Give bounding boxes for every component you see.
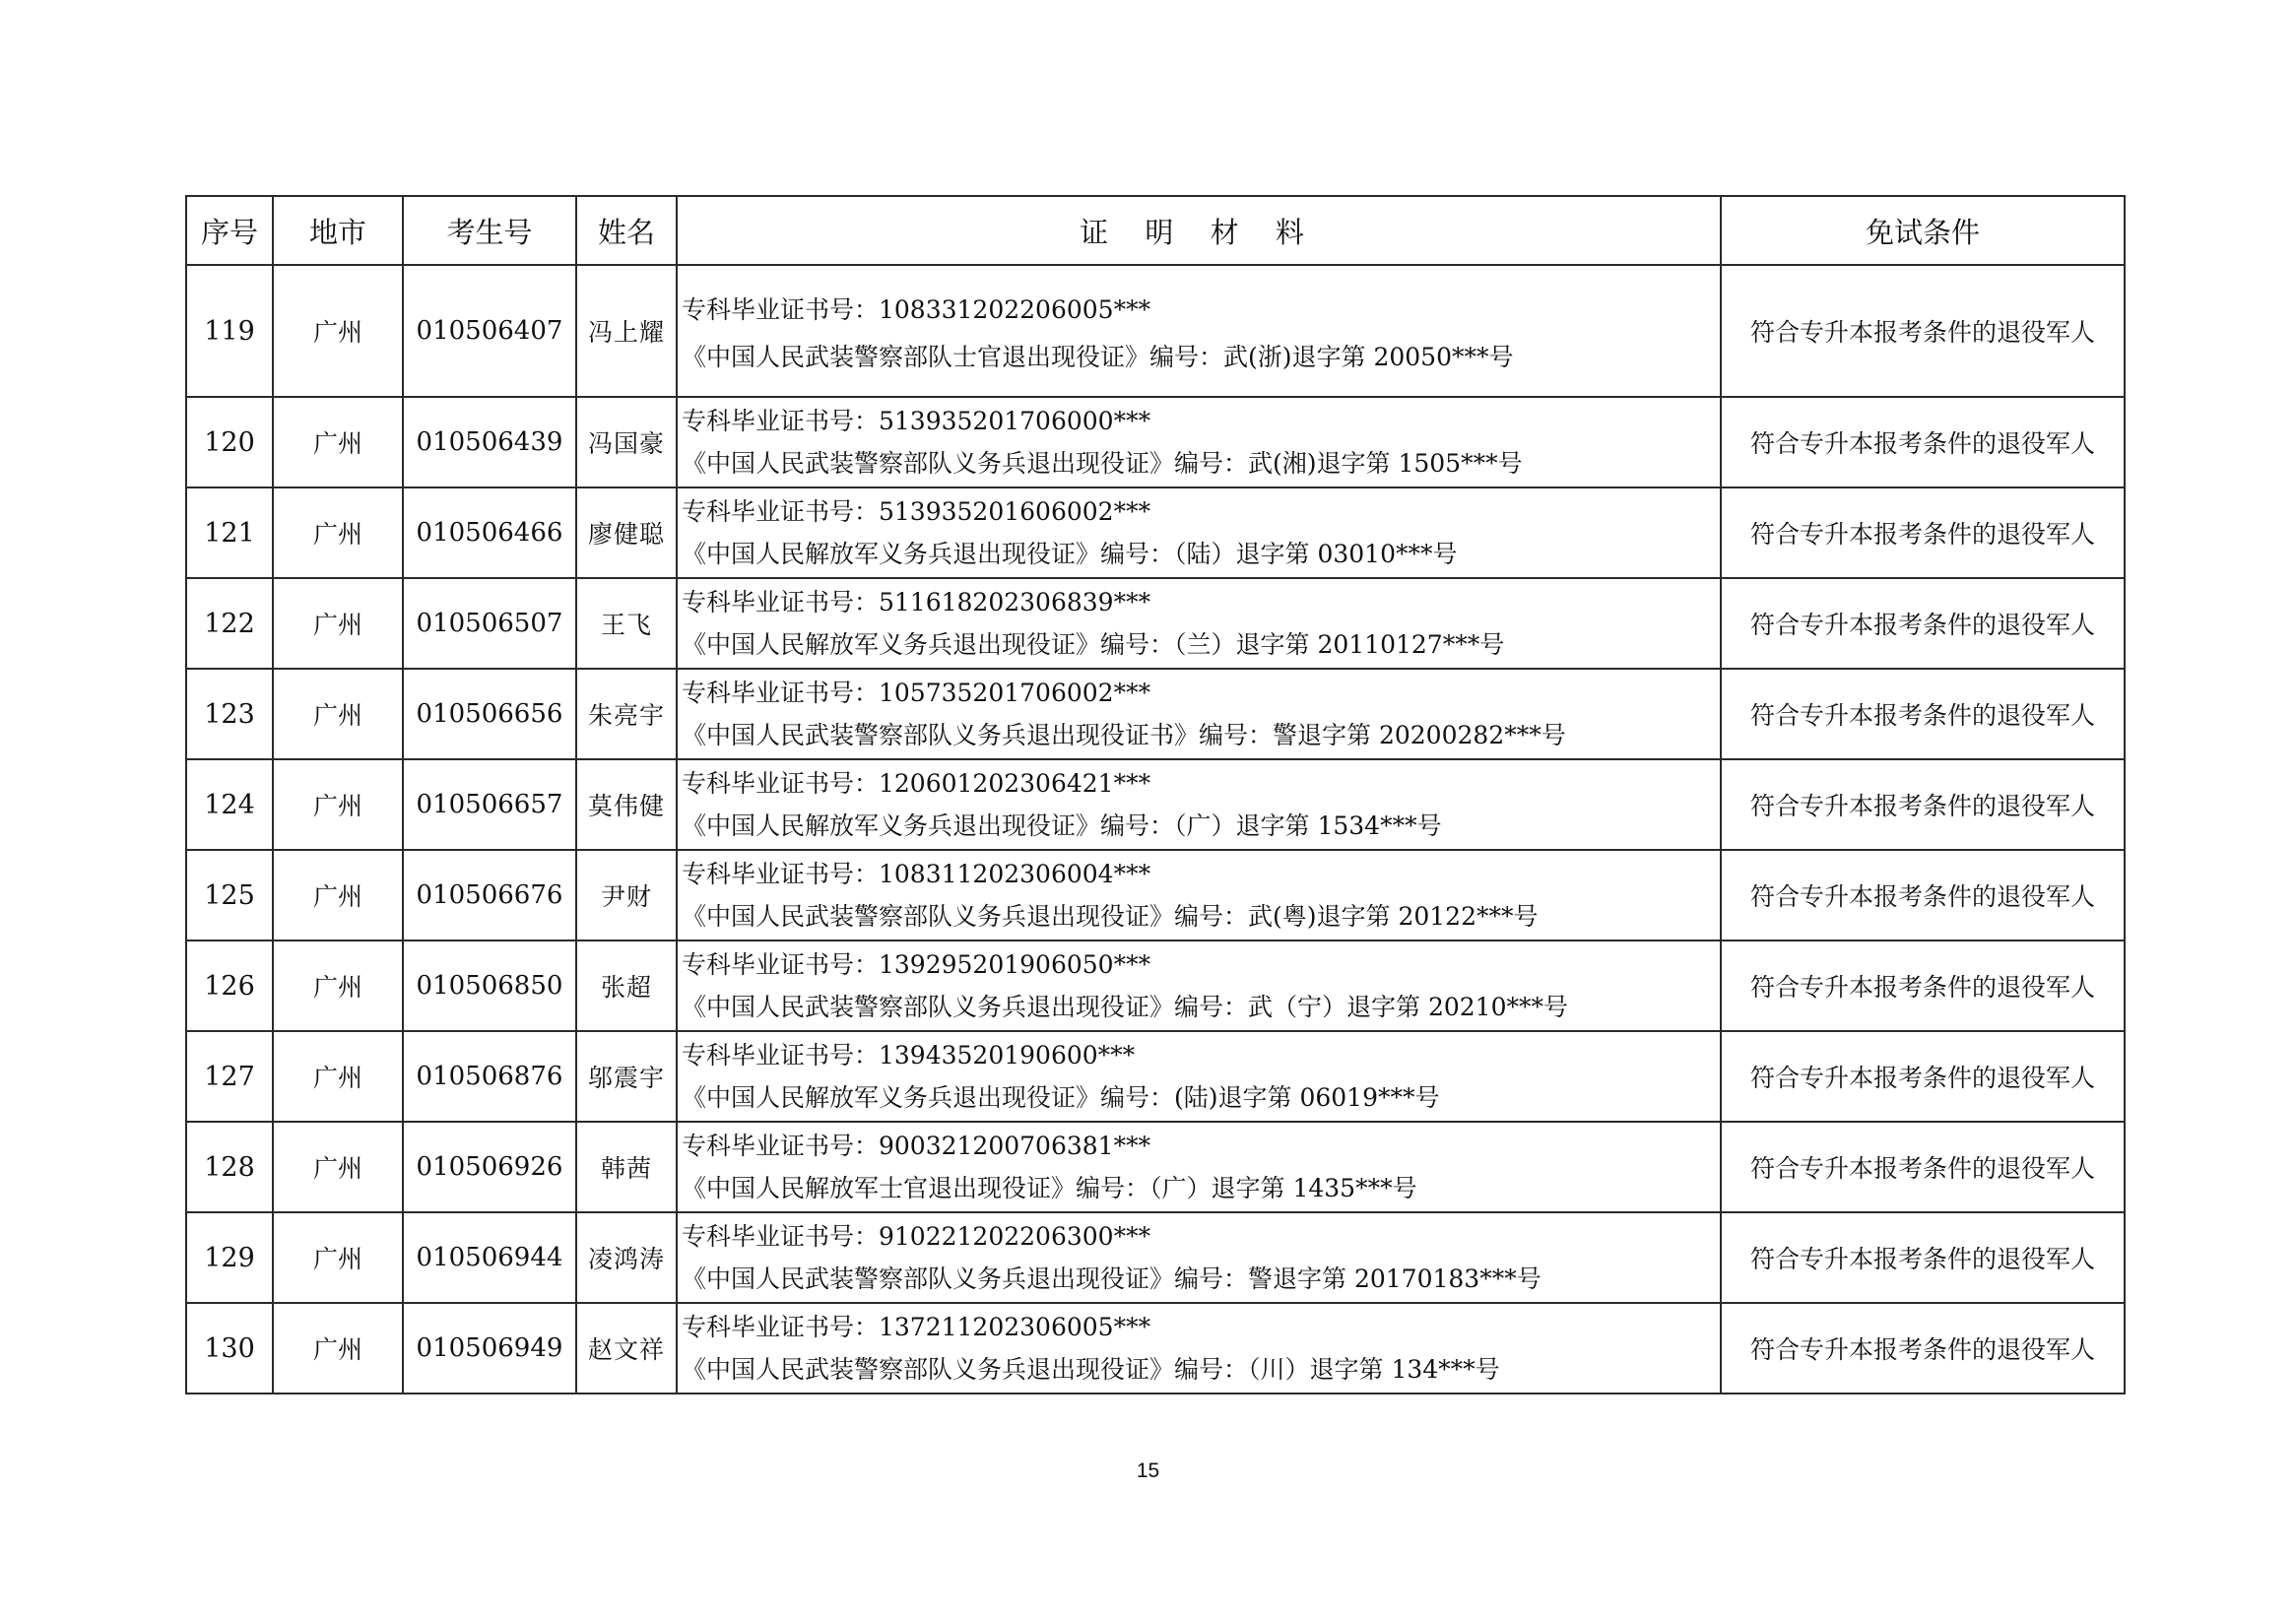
- row-condition: 符合专升本报考条件的退役军人: [1721, 1303, 2125, 1394]
- table-row: [186, 940, 2125, 1031]
- header-num: 序号: [186, 196, 273, 265]
- row-condition: 符合专升本报考条件的退役军人: [1721, 578, 2125, 669]
- header-city: 地市: [273, 196, 403, 265]
- row-number: 123: [186, 669, 273, 759]
- row-number: 120: [186, 397, 273, 487]
- table-row: [186, 1212, 2125, 1303]
- materials-diploma: 专科毕业证书号：108311202306004***: [682, 860, 1151, 888]
- row-city: 广州: [273, 265, 403, 397]
- materials-diploma: 专科毕业证书号：910221202206300***: [682, 1222, 1151, 1251]
- row-name: 邬震宇: [576, 1031, 677, 1122]
- row-materials: [677, 669, 1721, 759]
- table-body: [186, 265, 2125, 1394]
- row-city: 广州: [273, 1303, 403, 1394]
- materials-discharge: 《中国人民武装警察部队义务兵退出现役证》编号：武（宁）退字第 20210***号: [682, 993, 1568, 1021]
- row-city: 广州: [273, 1031, 403, 1122]
- row-city: 广州: [273, 397, 403, 487]
- materials-diploma: 专科毕业证书号：139295201906050***: [682, 950, 1151, 979]
- table-row: [186, 1031, 2125, 1122]
- table-row: [186, 265, 2125, 397]
- row-exam-id: 010506944: [403, 1212, 576, 1303]
- row-exam-id: 010506657: [403, 759, 576, 850]
- row-number: 124: [186, 759, 273, 850]
- row-number: 119: [186, 265, 273, 397]
- row-condition: 符合专升本报考条件的退役军人: [1721, 1031, 2125, 1122]
- row-exam-id: 010506949: [403, 1303, 576, 1394]
- row-materials: [677, 1122, 1721, 1212]
- row-number: 122: [186, 578, 273, 669]
- row-number: 130: [186, 1303, 273, 1394]
- row-city: 广州: [273, 759, 403, 850]
- table-row: [186, 1303, 2125, 1394]
- header-materials-text: 证 明 材 料: [1080, 215, 1318, 249]
- row-city: 广州: [273, 850, 403, 940]
- row-name: 朱亮宇: [576, 669, 677, 759]
- materials-diploma: 专科毕业证书号：108331202206005***: [682, 295, 1151, 324]
- materials-discharge: 《中国人民武装警察部队义务兵退出现役证》编号：武(湘)退字第 1505***号: [682, 449, 1523, 478]
- materials-diploma: 专科毕业证书号：900321200706381***: [682, 1132, 1151, 1160]
- row-name: 冯上耀: [576, 265, 677, 397]
- document-sheet: [185, 195, 2124, 1394]
- table-row: [186, 487, 2125, 578]
- materials-discharge: 《中国人民解放军士官退出现役证》编号：（广）退字第 1435***号: [682, 1174, 1417, 1202]
- row-exam-id: 010506407: [403, 265, 576, 397]
- row-city: 广州: [273, 940, 403, 1031]
- table-row: [186, 397, 2125, 487]
- row-condition: 符合专升本报考条件的退役军人: [1721, 265, 2125, 397]
- row-exam-id: 010506507: [403, 578, 576, 669]
- table-row: [186, 578, 2125, 669]
- row-condition: 符合专升本报考条件的退役军人: [1721, 759, 2125, 850]
- materials-discharge: 《中国人民武装警察部队义务兵退出现役证》编号：武(粤)退字第 20122***号: [682, 902, 1539, 931]
- header-name: 姓名: [576, 196, 677, 265]
- row-number: 127: [186, 1031, 273, 1122]
- row-name: 张超: [576, 940, 677, 1031]
- materials-discharge: 《中国人民武装警察部队义务兵退出现役证书》编号：警退字第 20200282***号: [682, 721, 1566, 749]
- materials-discharge: 《中国人民解放军义务兵退出现役证》编号：(陆)退字第 06019***号: [682, 1083, 1440, 1112]
- row-materials: [677, 1031, 1721, 1122]
- row-exam-id: 010506656: [403, 669, 576, 759]
- materials-discharge: 《中国人民武装警察部队义务兵退出现役证》编号：（川）退字第 134***号: [682, 1355, 1500, 1384]
- row-condition: 符合专升本报考条件的退役军人: [1721, 397, 2125, 487]
- row-exam-id: 010506876: [403, 1031, 576, 1122]
- materials-diploma: 专科毕业证书号：513935201706000***: [682, 407, 1151, 435]
- row-exam-id: 010506676: [403, 850, 576, 940]
- materials-discharge: 《中国人民武装警察部队义务兵退出现役证》编号：警退字第 20170183***号: [682, 1264, 1542, 1293]
- row-condition: 符合专升本报考条件的退役军人: [1721, 669, 2125, 759]
- row-number: 121: [186, 487, 273, 578]
- materials-diploma: 专科毕业证书号：120601202306421***: [682, 769, 1151, 798]
- row-condition: 符合专升本报考条件的退役军人: [1721, 850, 2125, 940]
- row-materials: [677, 1212, 1721, 1303]
- header-condition: 免试条件: [1721, 196, 2125, 265]
- table-row: [186, 669, 2125, 759]
- page-number: 15: [1136, 1459, 1160, 1482]
- row-materials: [677, 759, 1721, 850]
- materials-discharge: 《中国人民解放军义务兵退出现役证》编号：（兰）退字第 20110127***号: [682, 630, 1505, 659]
- header-materials: [677, 196, 1721, 265]
- row-number: 126: [186, 940, 273, 1031]
- row-name: 王飞: [576, 578, 677, 669]
- table-header-row: [186, 196, 2125, 265]
- row-name: 冯国豪: [576, 397, 677, 487]
- materials-diploma: 专科毕业证书号：137211202306005***: [682, 1313, 1151, 1341]
- table-row: [186, 759, 2125, 850]
- row-city: 广州: [273, 578, 403, 669]
- row-materials: [677, 1303, 1721, 1394]
- row-name: 凌鸿涛: [576, 1212, 677, 1303]
- row-city: 广州: [273, 1122, 403, 1212]
- materials-discharge: 《中国人民解放军义务兵退出现役证》编号：（陆）退字第 03010***号: [682, 540, 1458, 568]
- row-exam-id: 010506850: [403, 940, 576, 1031]
- row-name: 赵文祥: [576, 1303, 677, 1394]
- row-name: 廖健聪: [576, 487, 677, 578]
- row-materials: [677, 578, 1721, 669]
- row-materials: [677, 397, 1721, 487]
- row-city: 广州: [273, 669, 403, 759]
- row-materials: [677, 940, 1721, 1031]
- materials-diploma: 专科毕业证书号：513935201606002***: [682, 497, 1151, 526]
- materials-discharge: 《中国人民武装警察部队士官退出现役证》编号：武(浙)退字第 20050***号: [682, 343, 1514, 371]
- materials-discharge: 《中国人民解放军义务兵退出现役证》编号：（广）退字第 1534***号: [682, 811, 1442, 840]
- row-materials: [677, 487, 1721, 578]
- row-condition: 符合专升本报考条件的退役军人: [1721, 487, 2125, 578]
- row-materials: [677, 265, 1721, 397]
- row-number: 128: [186, 1122, 273, 1212]
- row-number: 125: [186, 850, 273, 940]
- row-name: 尹财: [576, 850, 677, 940]
- table-row: [186, 850, 2125, 940]
- exemption-table: [185, 195, 2126, 1394]
- row-name: 莫伟健: [576, 759, 677, 850]
- row-city: 广州: [273, 1212, 403, 1303]
- materials-diploma: 专科毕业证书号：13943520190600***: [682, 1041, 1136, 1070]
- row-city: 广州: [273, 487, 403, 578]
- row-exam-id: 010506466: [403, 487, 576, 578]
- row-condition: 符合专升本报考条件的退役军人: [1721, 940, 2125, 1031]
- row-condition: 符合专升本报考条件的退役军人: [1721, 1122, 2125, 1212]
- materials-diploma: 专科毕业证书号：511618202306839***: [682, 588, 1151, 616]
- row-condition: 符合专升本报考条件的退役军人: [1721, 1212, 2125, 1303]
- row-number: 129: [186, 1212, 273, 1303]
- materials-diploma: 专科毕业证书号：105735201706002***: [682, 679, 1151, 707]
- table-row: [186, 1122, 2125, 1212]
- row-name: 韩茜: [576, 1122, 677, 1212]
- row-exam-id: 010506926: [403, 1122, 576, 1212]
- header-exam-id: 考生号: [403, 196, 576, 265]
- row-exam-id: 010506439: [403, 397, 576, 487]
- row-materials: [677, 850, 1721, 940]
